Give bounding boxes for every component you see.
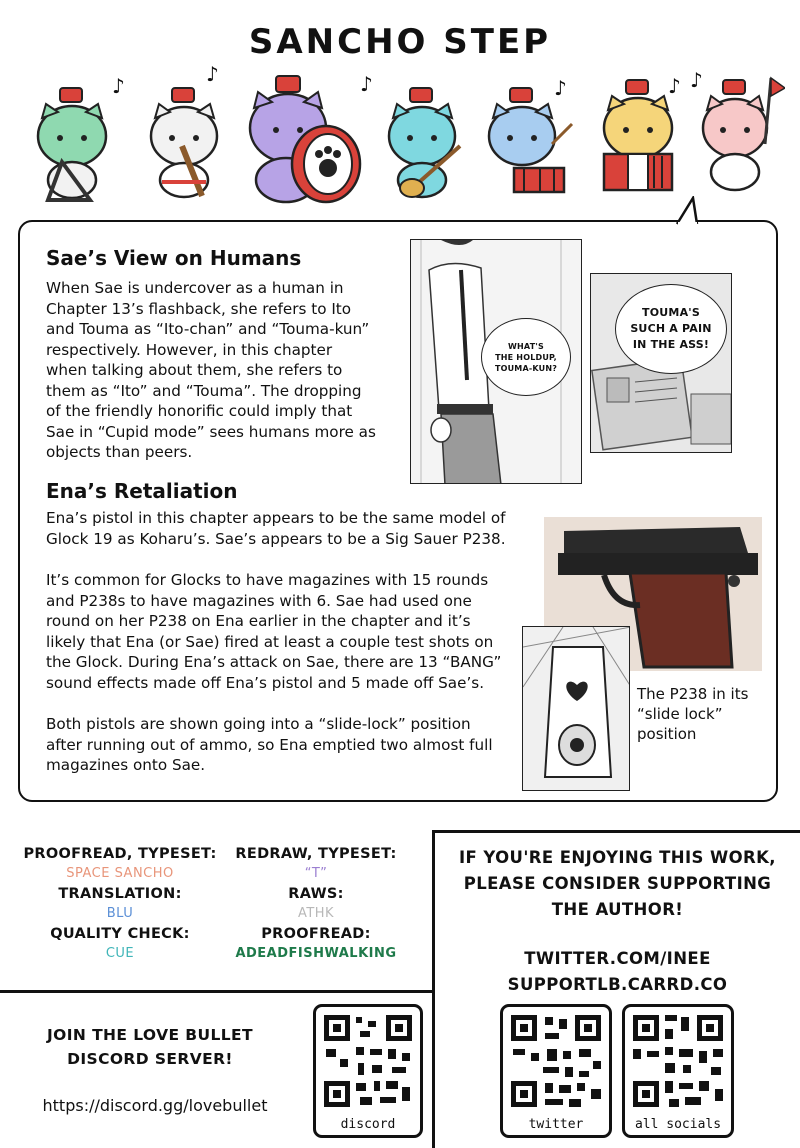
support-links	[445, 946, 790, 998]
music-note-icon: ♪	[668, 74, 681, 98]
bubble-tail	[675, 196, 707, 226]
qr-code-discord[interactable]	[313, 1004, 423, 1138]
divider	[432, 830, 800, 833]
qr-code-icon	[316, 1009, 420, 1115]
divider	[432, 830, 435, 1148]
credits	[0, 830, 433, 990]
cat-mascot-guitar-icon	[380, 84, 470, 204]
section-body-para2: It’s common for Glocks to have magazines with 15 rounds and P238s to have magazines with 6. Sae had used one round on her P238 on Ena earlier in the chapter and it’s likely that Ena (or Sae) fired at least a couple test shots on the Glock. During Ena’s attack on Sae, there are 13 “BANG” sound effects made off Ena’s pistol and 5 made off Sae’s.	[46, 571, 502, 692]
credit-name: CUE	[105, 946, 135, 961]
cat-mascot-accordion-icon	[588, 76, 688, 206]
section-heading-sae-view: Sae’s View on Humans	[46, 246, 302, 270]
cat-mascot-triangle-icon	[28, 84, 118, 204]
speech-bubble-pain: TOUMA'S SUCH A PAIN IN THE ASS!	[615, 284, 727, 374]
qr-code-twitter[interactable]	[500, 1004, 612, 1138]
section-body-para3: Both pistols are shown going into a “slide-lock” position after running out of ammo, so Ena emptied two almost full magazines onto Sae.	[46, 715, 493, 774]
qr-label: discord	[340, 1117, 396, 1132]
manga-panel-pain	[590, 273, 732, 453]
qr-code-all-socials[interactable]	[622, 1004, 734, 1138]
music-note-icon: ♪	[206, 62, 219, 86]
twitter-link[interactable]: TWITTER.COM/INEE	[524, 949, 711, 968]
support-message: IF YOU'RE ENJOYING THIS WORK, PLEASE CONSIDER SUPPORTING THE AUTHOR!	[459, 848, 776, 919]
credit-role: QUALITY CHECK:	[50, 926, 190, 942]
discord-invite-text: JOIN THE LOVE BULLET DISCORD SERVER!	[47, 1026, 253, 1068]
credit-role: PROOFREAD, TYPESET:	[23, 846, 217, 862]
discord-url-link[interactable]: https://discord.gg/lovebullet	[42, 1096, 268, 1115]
music-note-icon: ♪	[112, 74, 125, 98]
credit-role: TRANSLATION:	[58, 886, 182, 902]
mascot-band	[20, 62, 780, 212]
qr-label: twitter	[528, 1117, 584, 1132]
credit-name: ATHK	[297, 906, 335, 921]
credit-name: “T”	[304, 866, 328, 881]
credit-role: RAWS:	[288, 886, 344, 902]
music-note-icon: ♪	[690, 68, 703, 92]
cat-mascot-flute-icon	[142, 84, 232, 204]
photo-caption: The P238 in its “slide lock” position	[637, 685, 749, 743]
cat-mascot-drum-icon	[242, 72, 372, 210]
divider	[0, 990, 434, 993]
credit-name: ADEADFISHWALKING	[235, 946, 397, 961]
speech-bubble-holdup: WHAT'S THE HOLDUP, TOUMA-KUN?	[481, 318, 571, 396]
qr-label: all socials	[634, 1117, 722, 1132]
credit-role: PROOFREAD:	[261, 926, 371, 942]
qr-code-icon	[503, 1009, 609, 1115]
qr-code-icon	[625, 1009, 731, 1115]
manga-panel-gun	[522, 626, 630, 791]
credit-role: REDRAW, TYPESET:	[235, 846, 397, 862]
music-note-icon: ♪	[360, 72, 373, 96]
credit-name: BLU	[106, 906, 134, 921]
credit-name: SPACE SANCHO	[66, 866, 174, 881]
music-note-icon: ♪	[554, 76, 567, 100]
manga-panel-holdup	[410, 239, 582, 484]
manga-pistol-illustration	[523, 627, 630, 791]
cat-mascot-flag-icon	[695, 74, 785, 204]
section-body-para1: Ena’s pistol in this chapter appears to be the same model of Glock 19 as Koharu’s. Sae’s appears to be a Sig Sauer P238.	[46, 509, 506, 548]
cat-mascot-snare-icon	[478, 84, 578, 204]
page-title: SANCHO STEP	[248, 22, 552, 62]
section-heading-ena-retaliation: Ena’s Retaliation	[46, 479, 238, 503]
section-body-sae-view: When Sae is undercover as a human in Chapter 13’s flashback, she refers to Ito and Touma as “Ito-chan” and “Touma-kun” respectively. However, in this chapter when talking about them, she refers to them as “Ito” and “Touma”. The dropping of the friendly honorific could imply that Sae in “Cupid mode” sees humans more as objects than peers.	[46, 279, 376, 461]
carrd-link[interactable]: SUPPORTLB.CARRD.CO	[507, 975, 728, 994]
